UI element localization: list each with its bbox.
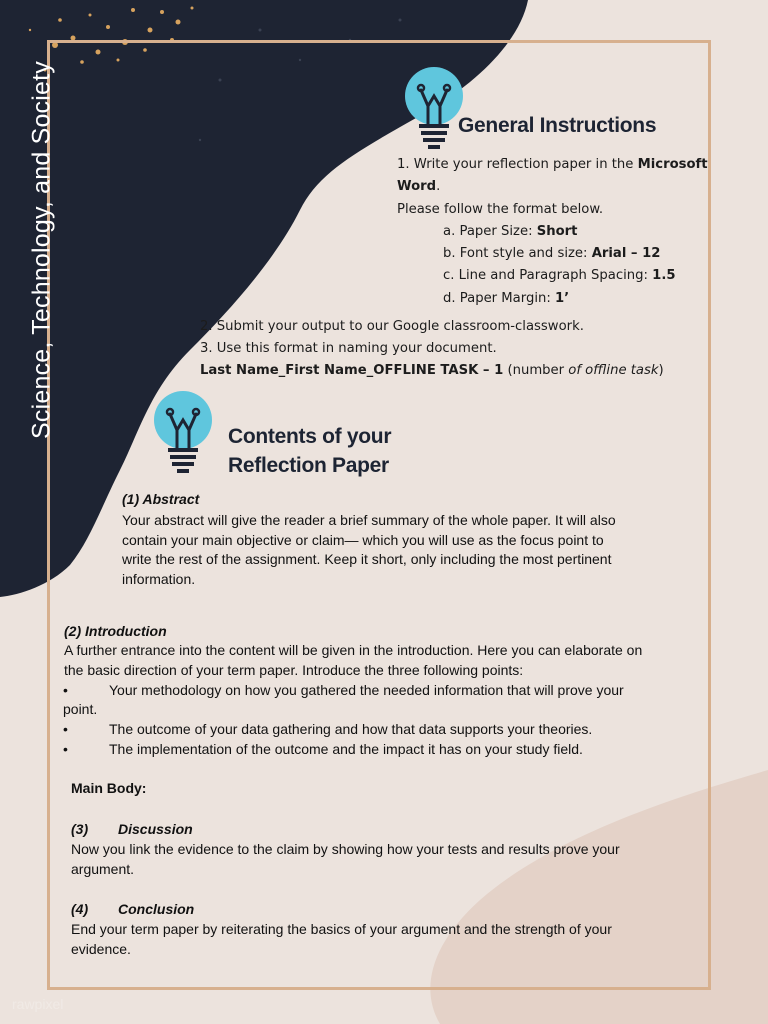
- font-line: b. Font style and size: Arial – 12: [443, 246, 661, 261]
- conclusion-title: (4) Conclusion: [71, 901, 195, 917]
- format-intro: Please follow the format below.: [397, 202, 604, 217]
- paper-size-line: a. Paper Size: Short: [443, 224, 578, 239]
- instruction-item-2: 2. Submit your output to our Google classroom-classwork.: [200, 319, 584, 334]
- spacing-line: c. Line and Paragraph Spacing: 1.5: [443, 268, 676, 283]
- watermark: rawpixel: [12, 996, 64, 1012]
- abstract-title: (1) Abstract: [122, 491, 200, 507]
- side-title: Science, Technology, and Society: [27, 61, 56, 439]
- lightbulb-icon: [151, 390, 215, 480]
- introduction-title: (2) Introduction: [64, 623, 167, 639]
- naming-format: Last Name_First Name_OFFLINE TASK – 1 (number of offline task): [200, 363, 664, 378]
- list-item: • The outcome of your data gathering and how that data supports your theories.: [63, 721, 593, 737]
- instruction-item-3: 3. Use this format in naming your document.: [200, 341, 497, 356]
- list-item-continuation: point.: [63, 701, 98, 717]
- general-instructions-title: General Instructions: [458, 114, 657, 137]
- contents-title: Contents of your Reflection Paper: [228, 425, 392, 477]
- list-item: • The implementation of the outcome and the impact it has on your study field.: [63, 741, 583, 757]
- discussion-title: (3) Discussion: [71, 821, 193, 837]
- margin-line: d. Paper Margin: 1’: [443, 291, 570, 306]
- list-item: • Your methodology on how you gathered the needed information that will prove your: [63, 682, 624, 698]
- main-body-heading: Main Body:: [71, 780, 147, 796]
- introduction-body: A further entrance into the content will be given in the introduction. Here you can elaborate on the basic direction of your term paper. Introduce the three following points:: [64, 642, 643, 678]
- discussion-body: Now you link the evidence to the claim by showing how your tests and results prove your argument.: [71, 841, 620, 877]
- lightbulb-icon: [402, 66, 466, 156]
- conclusion-body: End your term paper by reiterating the basics of your argument and the strength of your evidence.: [71, 921, 612, 957]
- abstract-body: Your abstract will give the reader a brief summary of the whole paper. It will also contain your main objective or claim— which you will use as the focus point to write the rest of the assignment. Keep it short, only including the most pertinent information.: [122, 512, 616, 587]
- instruction-item-1: 1. Write your reflection paper in the Microsoft Word.: [397, 157, 708, 195]
